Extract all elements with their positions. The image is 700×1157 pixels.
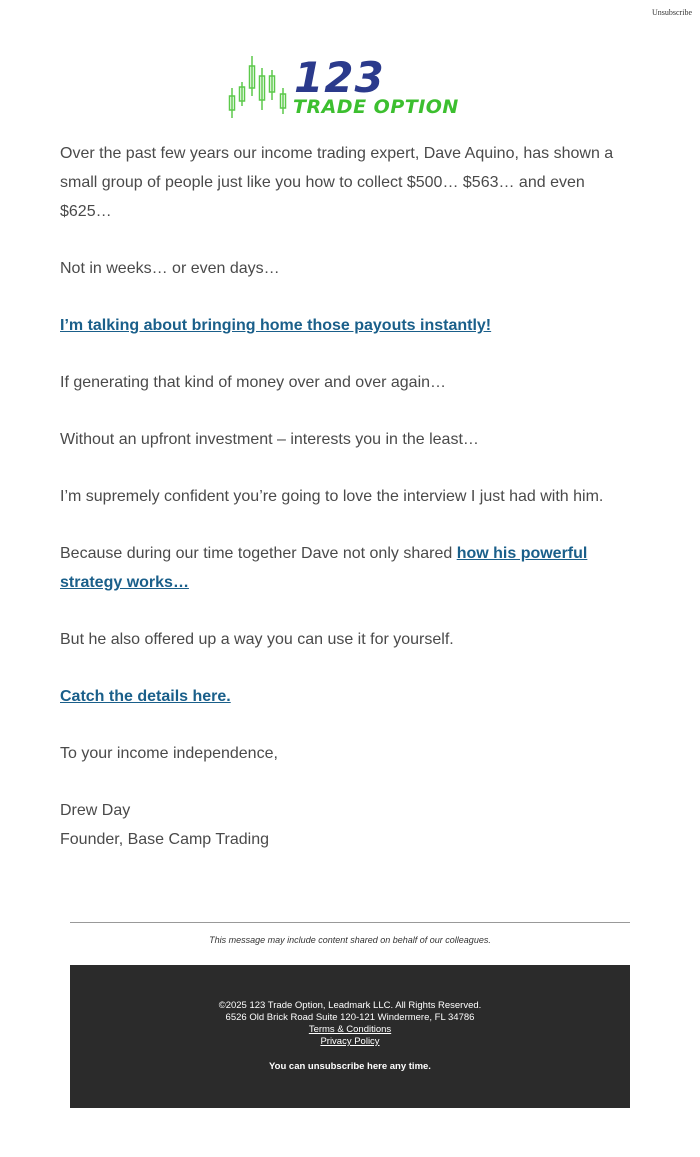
strategy-text: Because during our time together Dave not only shared (60, 545, 457, 562)
disclaimer-text: This message may include content shared on behalf of our colleagues. (209, 935, 491, 945)
divider (70, 922, 630, 923)
paragraph-offered: But he also offered up a way you can use it for yourself. (60, 631, 454, 648)
signature (60, 796, 630, 854)
logo[interactable] (226, 54, 476, 124)
strategy-link[interactable]: how his powerful strategy works… (60, 545, 588, 591)
paragraph-closing: To your income independence, (60, 745, 278, 762)
payouts-link[interactable]: I’m talking about bringing home those payouts instantly! (60, 317, 492, 334)
footer-unsubscribe-note[interactable]: You can unsubscribe here any time. (269, 1061, 431, 1072)
paragraph-link-payouts (60, 311, 630, 340)
privacy-link[interactable]: Privacy Policy (320, 1036, 380, 1047)
paragraph-strategy (60, 539, 630, 597)
paragraph-generating: If generating that kind of money over and over again… (60, 374, 447, 391)
signature-title: Founder, Base Camp Trading (60, 831, 270, 848)
candlestick-chart-icon (226, 54, 296, 124)
paragraph-intro: Over the past few years our income trading expert, Dave Aquino, has shown a small group of people just like you how to collect $500… $563… and even $625… (60, 145, 614, 220)
footer-copyright: ©2025 123 Trade Option, Leadmark LLC. All Rights Reserved. (218, 1000, 482, 1011)
signature-name: Drew Day (60, 802, 131, 819)
details-link[interactable]: Catch the details here. (60, 688, 231, 705)
unsubscribe-link-top[interactable]: Unsubscribe (652, 8, 692, 17)
paragraph-upfront: Without an upfront investment – interests you in the least… (60, 431, 479, 448)
email-body (60, 139, 630, 854)
footer-address: 6526 Old Brick Road Suite 120-121 Windermere, FL 34786 (225, 1012, 475, 1023)
paragraph-link-details (60, 682, 630, 711)
logo-number: 123 (294, 53, 385, 102)
footer (70, 965, 630, 1108)
paragraph-not-weeks: Not in weeks… or even days… (60, 260, 280, 277)
paragraph-confident: I’m supremely confident you’re going to love the interview I just had with him. (60, 488, 604, 505)
terms-link[interactable]: Terms & Conditions (308, 1024, 392, 1035)
logo-wordmark: TRADE OPTION (293, 96, 459, 118)
